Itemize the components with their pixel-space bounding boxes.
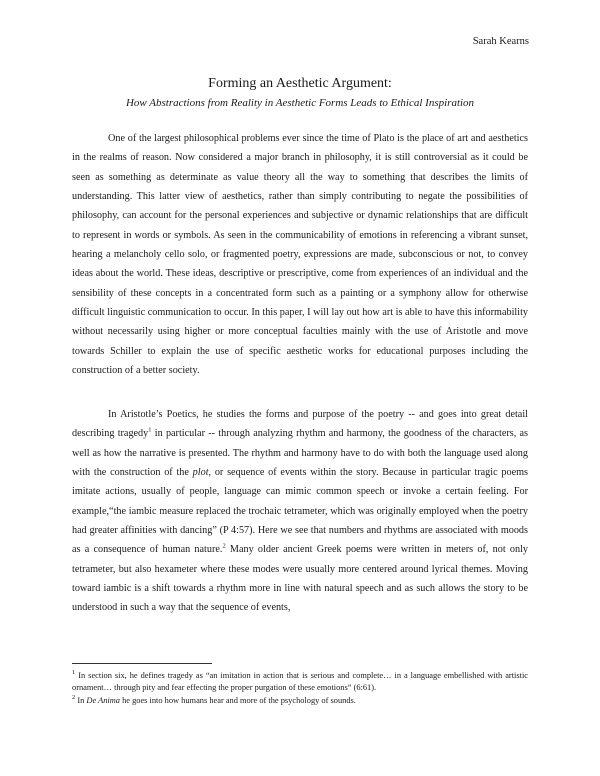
page-title: Forming an Aesthetic Argument:: [208, 76, 392, 91]
footnote-2-title: De Anima: [86, 695, 120, 705]
footnote-ref-1[interactable]: 1: [148, 426, 152, 434]
footnote-1-mark: 1: [72, 669, 76, 677]
footnote-2: [72, 695, 528, 707]
paragraph-2-part-d: Many older ancient Greek poems were written in meters of, not only tetrameter, but also hexameter where these modes were usually more centered around lyrical themes. Moving toward iambic is a shift towards a rhythm more in line with natural speech and as such allows the story to be understood in such a way that the sequence of events,: [72, 544, 528, 614]
footnotes: [72, 670, 528, 707]
paragraph-2-part-c: , or sequence of events within the story. Because in particular tragic poems imitate actions, usually of people, language can mimic common speech or invoke a certain feeling. For example,“the iambic measure replaced the trochaic tetrameter, which was originally employed when the poetry had greater affinities with dancing” (P 4:57). Here we see that numbers and rhythms are associated with moods as a consequence of human nature.: [72, 467, 528, 556]
footnote-2-in: In: [75, 695, 87, 705]
paragraph-1-text: One of the largest philosophical problems ever since the time of Plato is the place of art and aesthetics in the realms of reason. Now considered a major branch in philosophy, it is still controversial as it could be seen as something as determinate as value theory all the way to something that describes the limits of understanding. This latter view of aesthetics, rather than simply contributing to negate the possibilities of philosophy, can account for the personal experiences and subjective or dynamic relationships that are difficult to represent in words or symbols. As seen in the communicability of emotions in referencing a vibrant sunset, hearing a melancholy cello solo, or fragmented poetry, expressions are made, subconscious or not, to convey ideas about the world. These ideas, descriptive or prescriptive, come from experiences of an individual and the sensibility of these concepts in a concentrated form such as a painting or a symphony allow for otherwise difficult linguistic communication to occur. In this paper, I will lay out how art is able to have this informability without necessarily using higher or more conceptual faculties mainly with the use of Aristotle and move towards Schiller to explain the use of specific aesthetic works for educational purposes including the construction of a better society.: [72, 133, 528, 377]
footnote-1: [72, 670, 528, 695]
paragraph-2-part-b: in particular -- through analyzing rhythm and harmony, the goodness of the characters, as well as how the narrative is presented. The rhythm and harmony have to do with both the language used along with the construction of the: [72, 428, 528, 479]
paragraph-2-part-a: In Aristotle’s Poetics, he studies the forms and purpose of the poetry -- and goes into great detail describing tragedy: [72, 409, 528, 440]
paragraph-2: [72, 405, 528, 618]
term-plot: plot: [192, 467, 209, 479]
footnote-2-mark: 2: [72, 693, 76, 701]
paragraph-2-text: [72, 405, 528, 618]
running-header-author: Sarah Kearns: [472, 36, 529, 47]
footnote-2-text: he goes into how humans hear and more of the psychology of sounds.: [120, 695, 356, 705]
page-subtitle: How Abstractions from Reality in Aesthetic Forms Leads to Ethical Inspiration: [125, 97, 475, 109]
footnote-divider: [72, 663, 212, 664]
paragraph-1: [72, 129, 528, 380]
footnote-ref-2[interactable]: 2: [222, 543, 226, 551]
footnote-1-text: In section six, he defines tragedy as “an imitation in action that is serious and complete… in a language embellished with artistic ornament… through pity and fear effecting the proper purgation of these emotions” (6:61).: [72, 671, 528, 693]
